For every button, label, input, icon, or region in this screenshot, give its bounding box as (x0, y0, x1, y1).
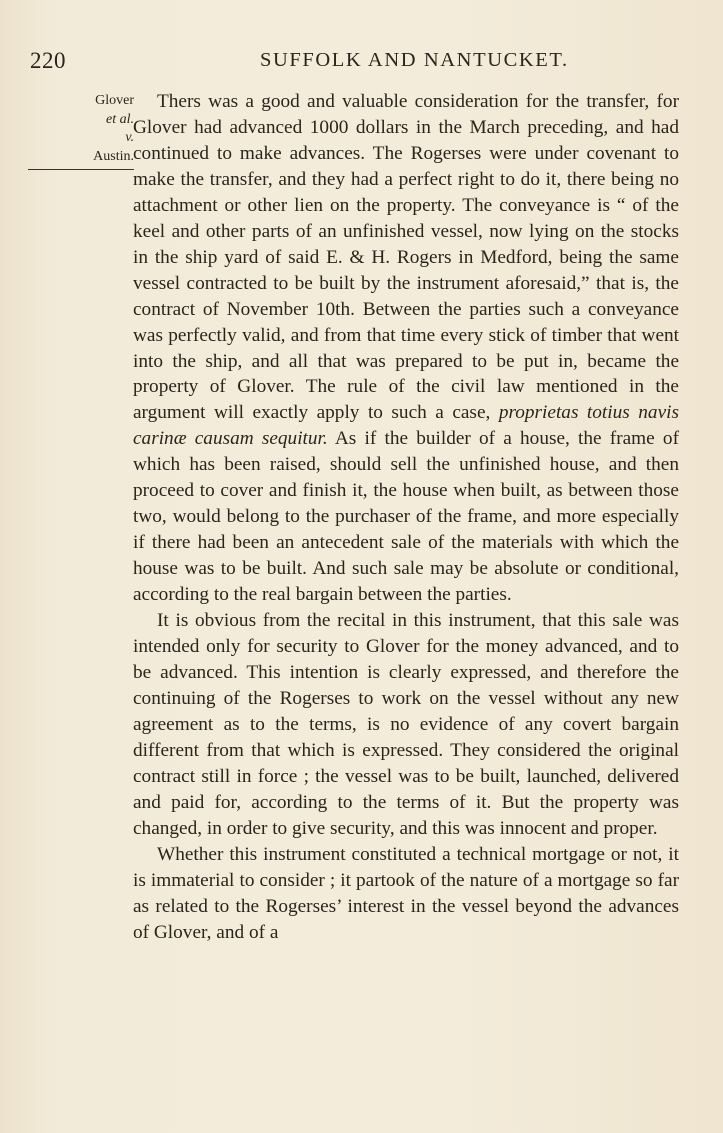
margin-rule-divider (28, 169, 134, 170)
margin-et-al: et al. (106, 111, 134, 127)
paragraph-2: It is obvious from the recital in this instrument, that this sale was intended only for security to Glover for the money advanced, and to be advanced. This intention is clearly expressed, and therefore the continuing of the Rogerses to work on the vessel without any new agreement as to the terms, is no evidence of any covert bargain different from that which is expressed. They considered the original contract still in force ; the vessel was to be built, launched, delivered and paid for, according to the terms of it. But the property was changed, in order to give security, and this was innocent and proper. (133, 610, 679, 839)
latin-maxim: proprietas totius navis carinæ causam sequitur. (133, 402, 679, 450)
margin-defendant: Austin. (93, 148, 134, 164)
margin-versus: v. (125, 130, 134, 145)
paragraph-1 (133, 89, 679, 608)
margin-plaintiff: Glover (95, 93, 134, 108)
page-number: 220 (30, 48, 66, 73)
running-head (30, 48, 690, 78)
paragraph-1-text-b: As if the builder of a house, the frame of which has been raised, should sell the unfinished house, and then proceed to cover and finish it, the house when built, as between those two, would belong to the purchaser of the frame, and more especially if there had been an antecedent sale of the materials with which the house was to be built. And such sale may be absolute or conditional, according to the real bargain between the parties. (133, 428, 679, 606)
running-title: SUFFOLK AND NANTUCKET. (260, 49, 569, 71)
body-text (133, 89, 679, 945)
paragraph-3: Whether this instrument constituted a technical mortgage or not, it is immaterial to consider ; it partook of the nature of a mortgage so far as related to the Rogerses’ interest in the vessel beyond the advances of Glover, and of a (133, 843, 679, 943)
paragraph-1-text-a: Thers was a good and valuable consideration for the transfer, for Glover had advanced 1000 dollars in the March preceding, and had continued to make advances. The Rogerses were under covenant to make the transfer, and they had a perfect right to do it, there being no attachment or other lien on the property. The conveyance is “ of the keel and other parts of an unfinished vessel, now lying on the stocks in the ship yard of said E. & H. Rogers in Medford, being the same vessel contracted to be built by the instrument aforesaid,” that is, the contract of November 10th. Between the parties such a conveyance was perfectly valid, and from that time every stick of timber that went into the ship, and all that was prepared to be put in, became the property of Glover. The rule of the civil law mentioned in the argument will exactly apply to such a case, (133, 91, 679, 424)
margin-case-name (28, 92, 134, 166)
